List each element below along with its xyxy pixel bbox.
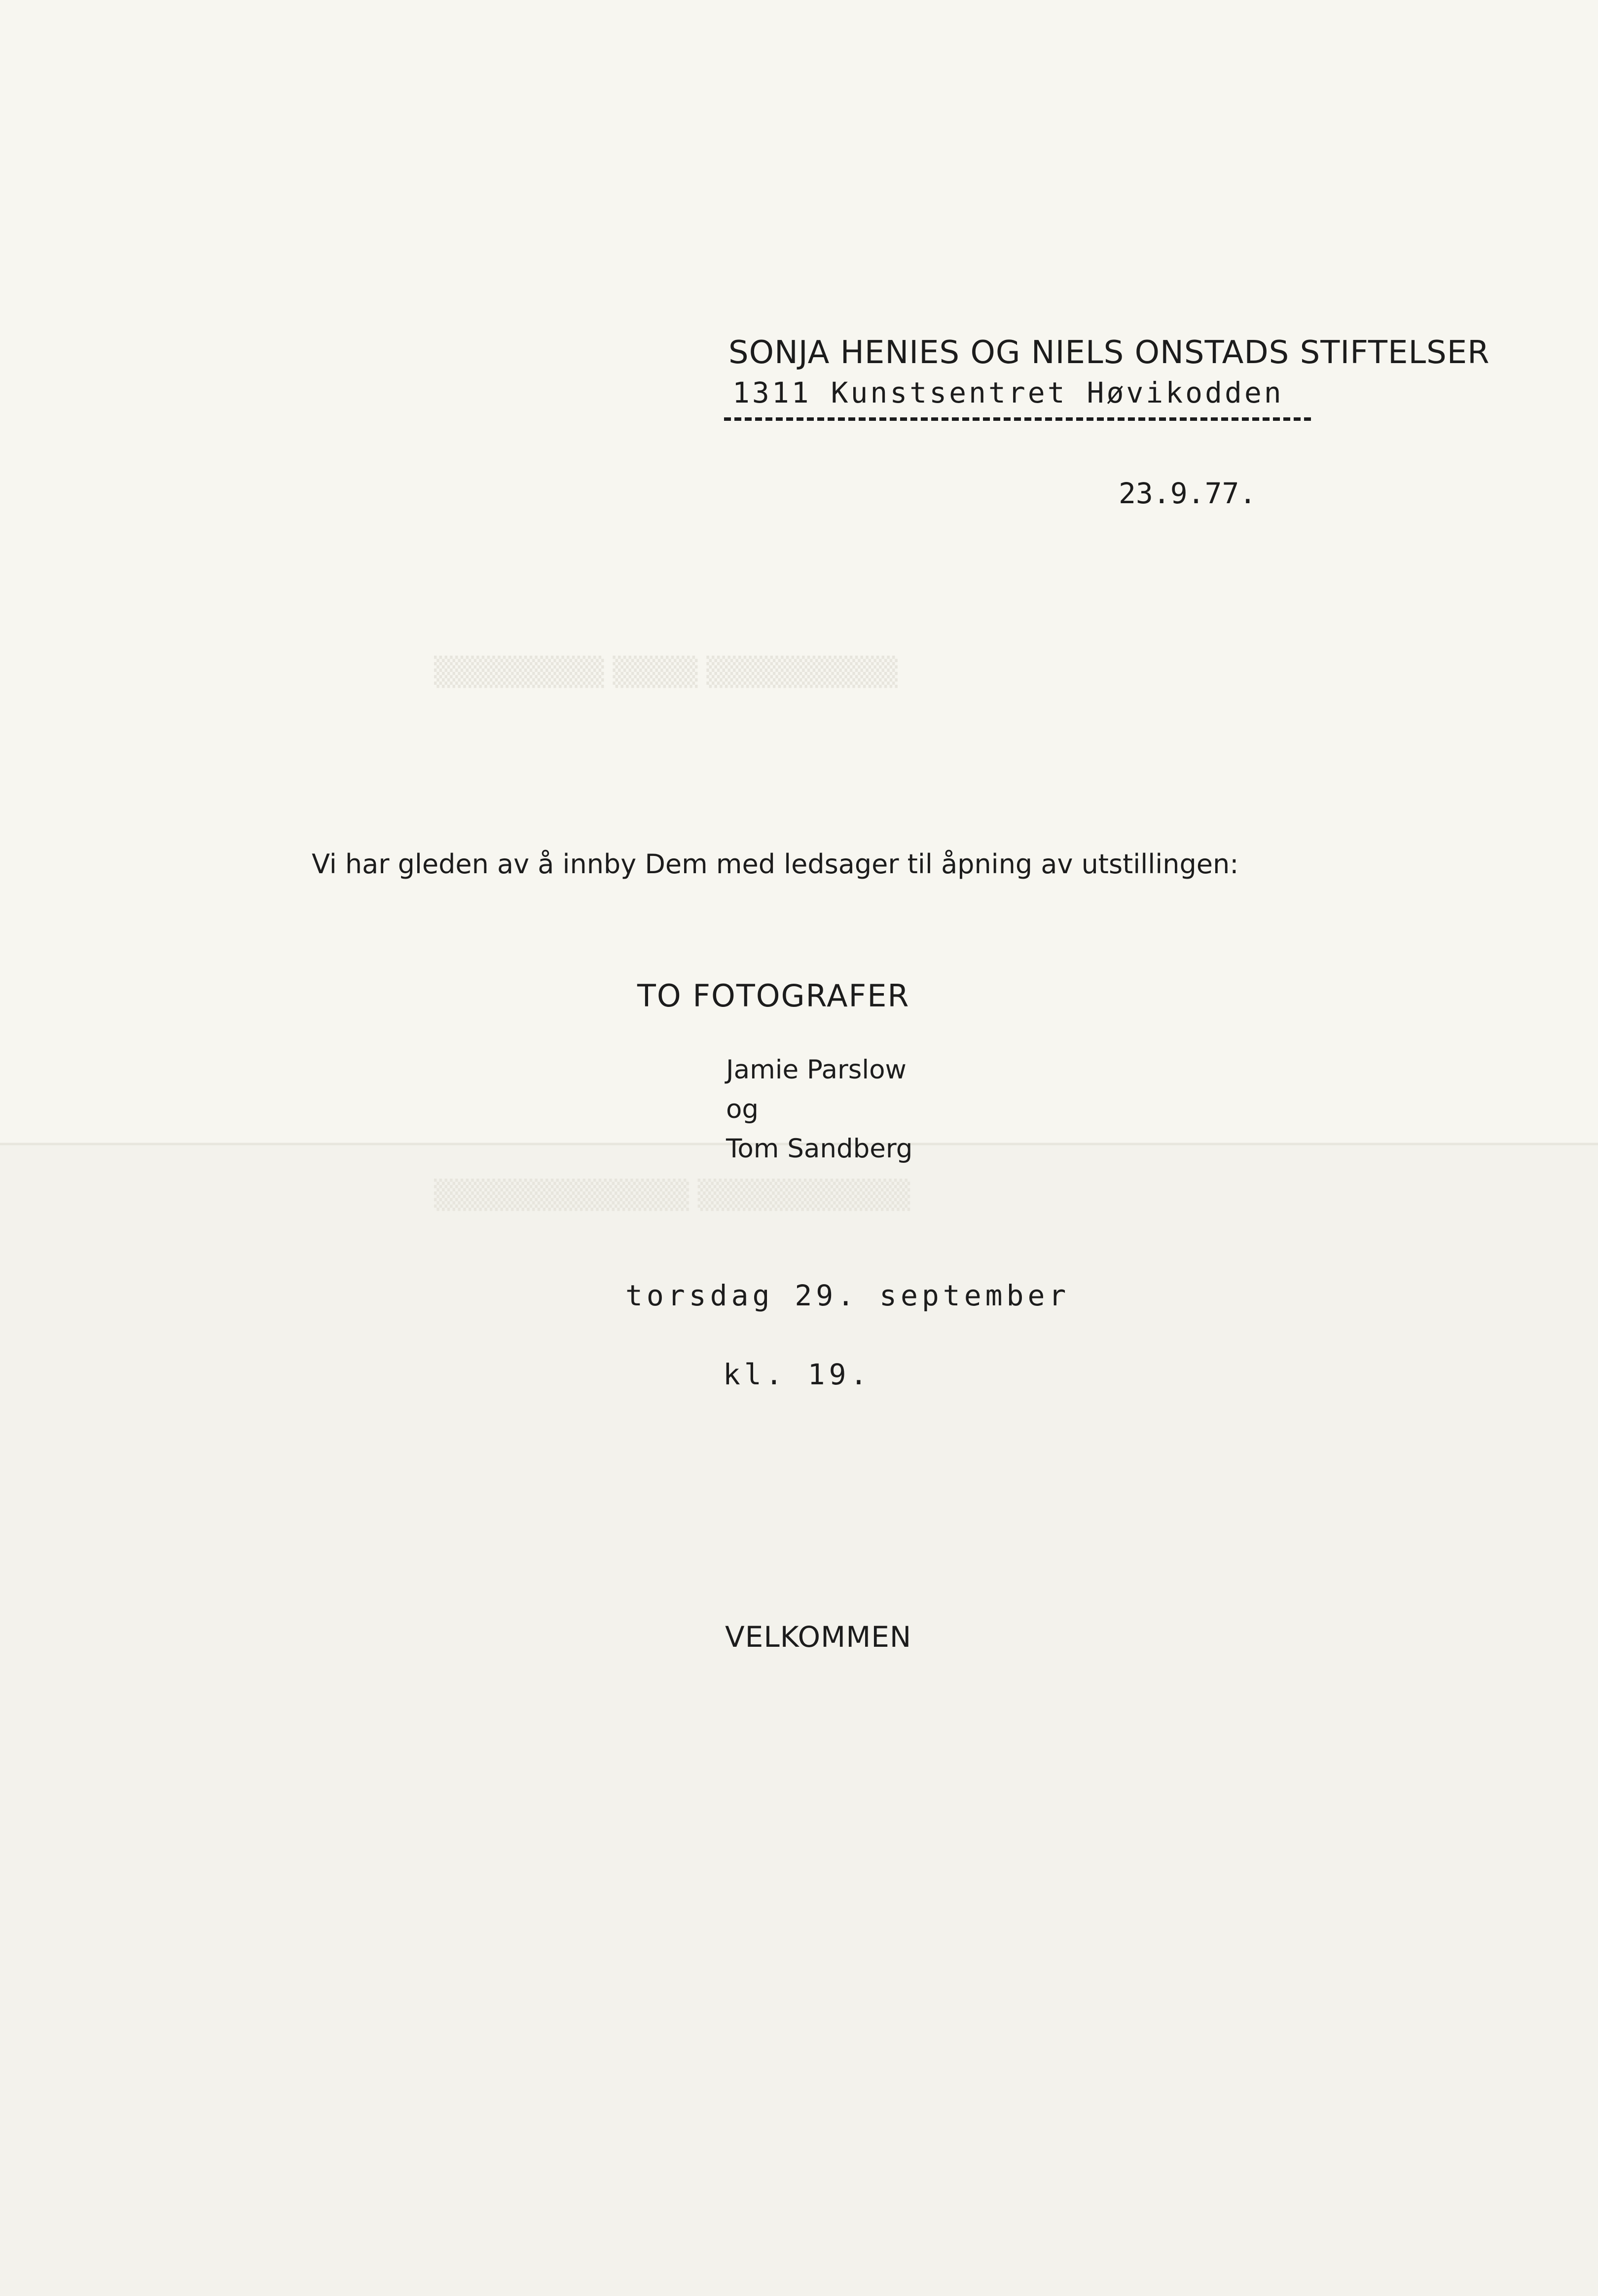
lower-half-shading bbox=[0, 1146, 1598, 2296]
artist-name: Tom Sandberg bbox=[726, 1134, 913, 1164]
invitation-text: Vi har gleden av å innby Dem med ledsager til åpning av utstillingen: bbox=[312, 849, 1239, 880]
letter-date: 23.9.77. bbox=[1119, 477, 1257, 510]
sender-address: 1311 Kunstsentret Høvikodden bbox=[732, 376, 1284, 409]
artist-connector: og bbox=[726, 1094, 759, 1124]
sender-name: SONJA HENIES OG NIELS ONSTADS STIFTELSER bbox=[728, 334, 1490, 371]
closing-greeting: VELKOMMEN bbox=[725, 1620, 912, 1654]
opening-date: torsdag 29. september bbox=[625, 1279, 1070, 1312]
address-underline bbox=[724, 417, 1311, 421]
show-through-smudge: ▒▒▒▒▒▒▒▒ ▒▒▒▒ ▒▒▒▒▒▒▒▒▒ bbox=[434, 656, 898, 688]
show-through-smudge: ▒▒▒▒▒▒▒▒▒▒▒▒ ▒▒▒▒▒▒▒▒▒▒ bbox=[434, 1179, 910, 1211]
opening-time: kl. 19. bbox=[723, 1358, 872, 1391]
artist-name: Jamie Parslow bbox=[726, 1055, 907, 1085]
exhibition-title: TO FOTOGRAFER bbox=[637, 978, 910, 1014]
